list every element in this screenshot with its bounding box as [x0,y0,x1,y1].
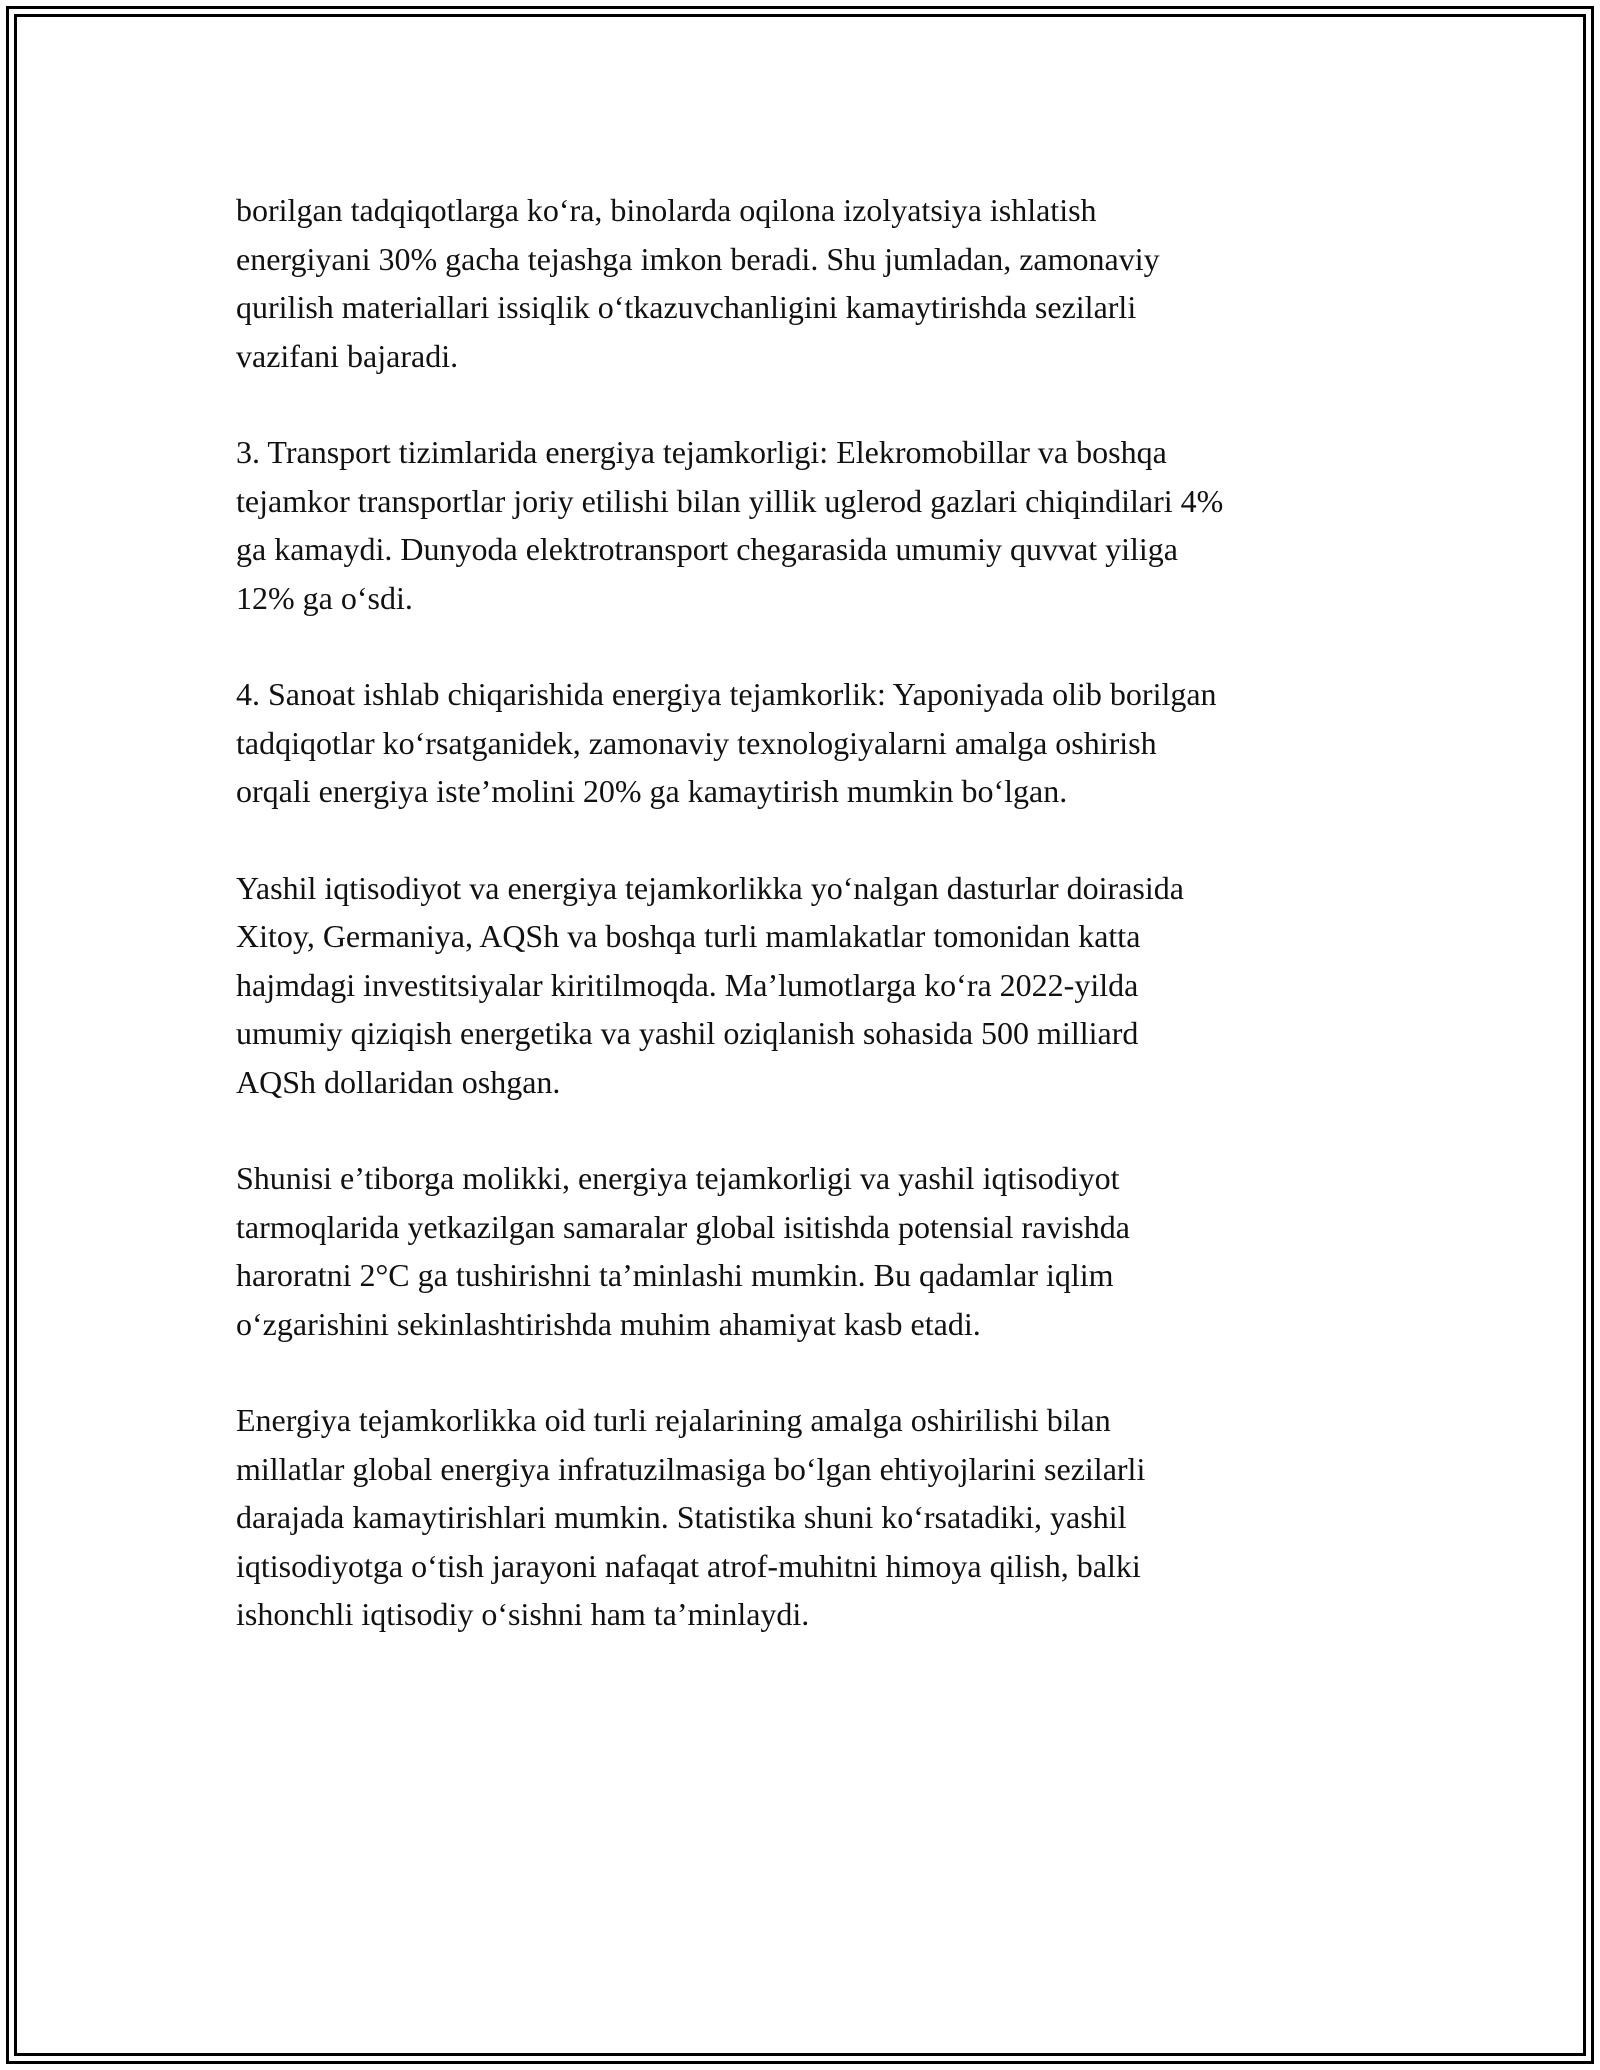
text-line: tejamkor transportlar joriy etilishi bilan yillik uglerod gazlari chiqindilari 4% [236,482,1224,519]
paragraph-green-investment [236,864,1386,1107]
text-line: darajada kamaytirishlari mumkin. Statistika shuni ko‘rsatadiki, yashil [236,1499,1127,1535]
text-line: haroratni 2°C ga tushirishni ta’minlashi mumkin. Bu qadamlar iqlim [236,1257,1114,1293]
text-line: millatlar global energiya infratuzilmasiga bo‘lgan ehtiyojlarini sezilarli [236,1450,1146,1487]
text-line: vazifani bajaradi. [236,337,459,374]
paragraph-conclusion [236,1396,1386,1639]
text-line: Energiya tejamkorlikka oid turli rejalarining amalga oshirilishi bilan [236,1402,1111,1438]
text-line: Shunisi e’tiborga molikki, energiya tejamkorligi va yashil iqtisodiyot [236,1160,1120,1196]
text-line: tarmoqlarida yetkazilgan samaralar global isitishda potensial ravishda [236,1208,1130,1245]
paragraph-building-insulation [236,186,1386,380]
paragraph-transport-efficiency [236,428,1386,622]
text-line: o‘zgarishini sekinlashtirishda muhim ahamiyat kasb etadi. [236,1305,981,1342]
paragraph-industry-efficiency [236,670,1386,816]
text-line: borilgan tadqiqotlarga ko‘ra, binolarda oqilona izolyatsiya ishlatish [236,192,1097,228]
text-line: tadqiqotlar ko‘rsatganidek, zamonaviy texnologiyalarni amalga oshirish [236,724,1157,761]
text-line: energiyani 30% gacha tejashga imkon beradi. Shu jumladan, zamonaviy [236,240,1160,277]
paragraph-climate-impact [236,1154,1386,1348]
text-line: Xitoy, Germaniya, AQSh va boshqa turli mamlakatlar tomonidan katta [236,918,1141,954]
text-line: ga kamaydi. Dunyoda elektrotransport chegarasida umumiy quvvat yiliga [236,531,1178,567]
text-line: qurilish materiallari issiqlik o‘tkazuvchanligini kamaytirishda sezilarli [236,289,1137,325]
text-line: Yashil iqtisodiyot va energiya tejamkorlikka yo‘nalgan dasturlar doirasida [236,869,1184,906]
text-line: umumiy qiziqish energetika va yashil oziqlanish sohasida 500 milliard [236,1015,1139,1051]
text-line: orqali energiya iste’molini 20% ga kamaytirish mumkin bo‘lgan. [236,773,1068,809]
text-line: iqtisodiyotga o‘tish jarayoni nafaqat atrof-muhitni himoya qilish, balki [236,1547,1141,1584]
text-line: 3. Transport tizimlarida energiya tejamkorligi: Elekromobillar va boshqa [236,434,1167,470]
text-line: hajmdagi investitsiyalar kiritilmoqda. Ma’lumotlarga ko‘ra 2022-yilda [236,966,1139,1003]
text-line: ishonchli iqtisodiy o‘sishni ham ta’minlaydi. [236,1596,810,1632]
text-line: 4. Sanoat ishlab chiqarishida energiya tejamkorlik: Yaponiyada olib borilgan [236,676,1217,712]
text-line: AQSh dollaridan oshgan. [236,1063,561,1100]
text-line: 12% ga o‘sdi. [236,579,413,616]
document-body [236,186,1386,1687]
